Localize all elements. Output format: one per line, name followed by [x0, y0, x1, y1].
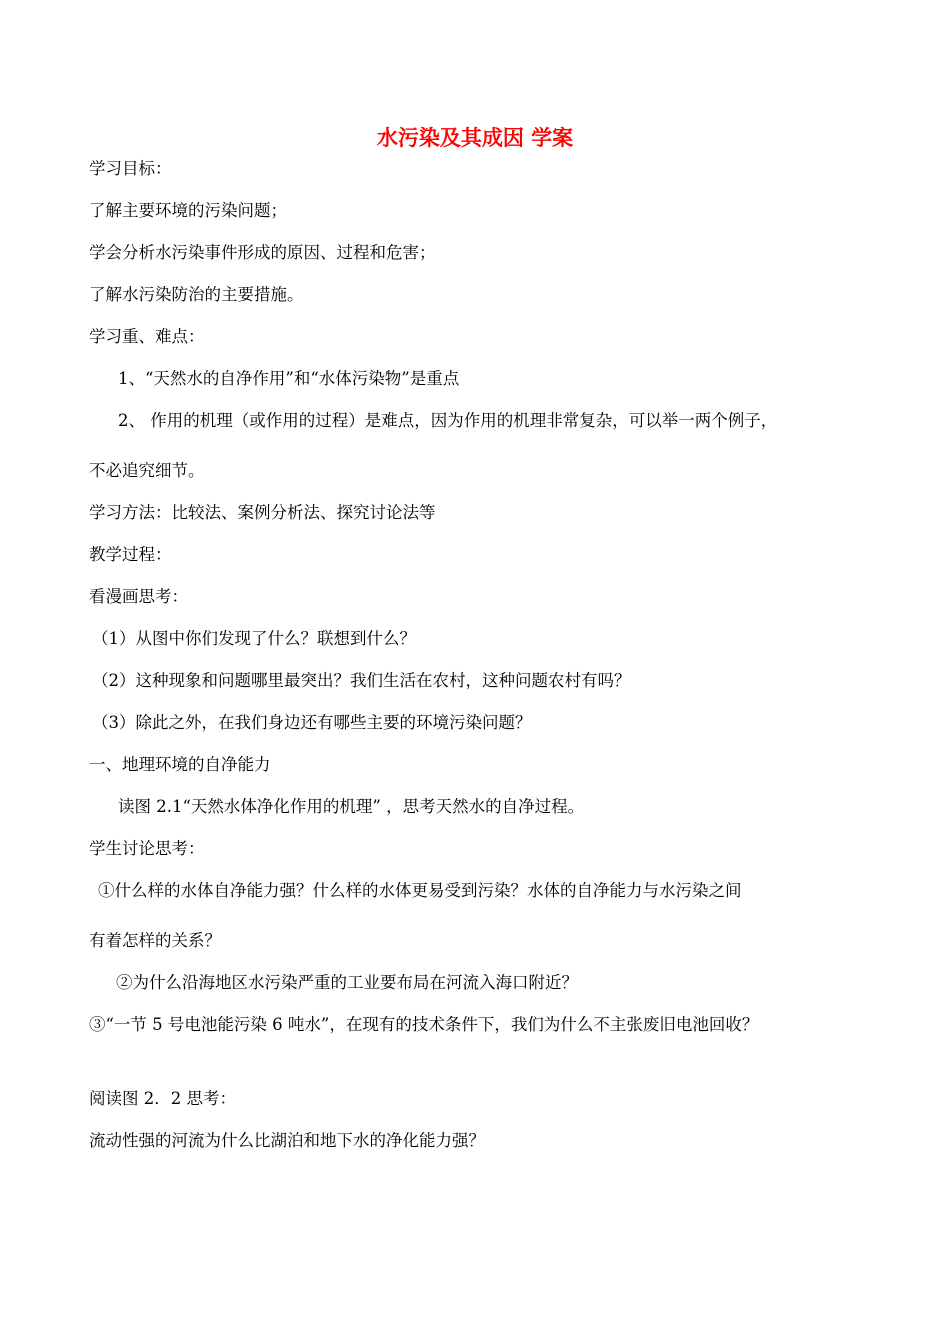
key-point-item: 1、“天然水的自净作用”和“水体污染物”是重点 [118, 369, 460, 388]
discussion-item: ①什么样的水体自净能力强？什么样的水体更易受到污染？水体的自净能力与水污染之间 [98, 881, 742, 900]
learning-methods: 学习方法：比较法、案例分析法、探究讨论法等 [89, 503, 436, 522]
section-heading-learning-goals: 学习目标： [89, 159, 172, 178]
reading-figure-heading: 阅读图 2．2 思考： [89, 1089, 236, 1108]
key-point-item: 2、 作用的机理（或作用的过程）是难点，因为作用的机理非常复杂，可以举一两个例子， [118, 411, 778, 430]
discussion-item: ②为什么沿海地区水污染严重的工业要布局在河流入海口附近？ [116, 973, 578, 992]
discussion-heading: 学生讨论思考： [89, 839, 205, 858]
goal-item: 了解主要环境的污染问题； [89, 201, 287, 220]
goal-item: 学会分析水污染事件形成的原因、过程和危害； [89, 243, 436, 262]
document-title: 水污染及其成因 学案 [376, 125, 574, 150]
section-heading-self-purification: 一、地理环境的自净能力 [89, 755, 271, 774]
question-item: （1）从图中你们发现了什么？联想到什么？ [92, 629, 416, 648]
goal-item: 了解水污染防治的主要措施。 [89, 285, 304, 304]
key-point-continuation: 不必追究细节。 [89, 461, 205, 480]
section-heading-teaching-process: 教学过程： [89, 545, 172, 564]
discussion-item-continuation: 有着怎样的关系？ [89, 931, 221, 950]
comic-thinking-heading: 看漫画思考： [89, 587, 188, 606]
reading-prompt: 读图 2.1“天然水体净化作用的机理” ，思考天然水的自净过程。 [118, 797, 585, 816]
section-heading-key-points: 学习重、难点： [89, 327, 205, 346]
question-item: （3）除此之外，在我们身边还有哪些主要的环境污染问题？ [92, 713, 532, 732]
question-item: （2）这种现象和问题哪里最突出？我们生活在农村，这种问题农村有吗？ [92, 671, 631, 690]
reading-figure-question: 流动性强的河流为什么比湖泊和地下水的净化能力强？ [89, 1131, 485, 1150]
discussion-item: ③“一节 5 号电池能污染 6 吨水”，在现有的技术条件下，我们为什么不主张废旧电池回收？ [89, 1015, 759, 1034]
